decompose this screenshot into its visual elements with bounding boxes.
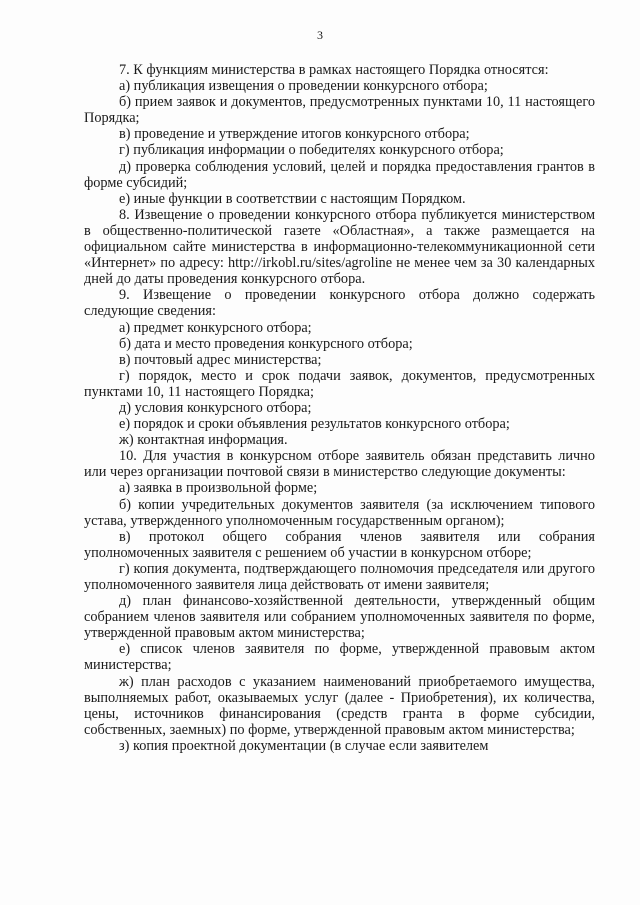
paragraph-10: 10. Для участия в конкурсном отборе заявитель обязан представить лично или через организации почтовой связи в министерство следующие документы: — [84, 448, 595, 481]
paragraph-10v: в) протокол общего собрания членов заявителя или собрания уполномоченных заявителя с решением об участии в конкурсном отборе; — [84, 528, 595, 561]
paragraph-7d: д) проверка соблюдения условий, целей и порядка предоставления грантов в форме субсидий; — [84, 158, 595, 191]
paragraph-10z: з) копия проектной документации (в случае если заявителем — [119, 737, 489, 754]
paragraph-10zh: ж) план расходов с указанием наименований приобретаемого имущества, выполняемых работ, оказываемых услуг (далее - Приобретения), их количества, цены, источников финансирования (средств гранта в форме субсидии, собственных, заемных) по форме, утвержденной правовым актом министерства; — [84, 673, 595, 738]
paragraph-9e: е) порядок и сроки объявления результатов конкурсного отбора; — [119, 416, 510, 433]
document-body — [84, 62, 595, 754]
paragraph-9d: д) условия конкурсного отбора; — [119, 399, 312, 416]
paragraph-8: 8. Извещение о проведении конкурсного отбора публикуется министерством в общественно-политической газете «Областная», а также размещается на официальном сайте министерства в информационно-телекоммуникационной сети «Интернет» по адресу: http://irkobl.ru/sites/agroline не менее чем за 30 календарных дней до даты проведения конкурсного отбора. — [84, 206, 595, 288]
paragraph-9: 9. Извещение о проведении конкурсного отбора должно содержать следующие сведения: — [84, 287, 595, 320]
paragraph-9g: г) порядок, место и срок подачи заявок, документов, предусмотренных пунктами 10, 11 настоящего Порядка; — [84, 367, 595, 400]
paragraph-10a: а) заявка в произвольной форме; — [119, 480, 318, 497]
page-number: 3 — [317, 28, 323, 42]
paragraph-10d: д) план финансово-хозяйственной деятельности, утвержденный общим собранием членов заявителя или собранием уполномоченных заявителя по форме, утвержденной правовым актом министерства; — [84, 593, 595, 642]
paragraph-7a: а) публикация извещения о проведении конкурсного отбора; — [119, 78, 488, 95]
paragraph-9zh: ж) контактная информация. — [119, 432, 288, 449]
paragraph-9b: б) дата и место проведения конкурсного отбора; — [119, 335, 413, 352]
paragraph-10b: б) копии учредительных документов заявителя (за исключением типового устава, утвержденного уполномоченным государственным органом); — [84, 496, 595, 529]
paragraph-10g: г) копия документа, подтверждающего полномочия председателя или другого уполномоченного заявителя лица действовать от имени заявителя; — [84, 560, 595, 593]
paragraph-7b: б) прием заявок и документов, предусмотренных пунктами 10, 11 настоящего Порядка; — [84, 94, 595, 127]
paragraph-7v: в) проведение и утверждение итогов конкурсного отбора; — [119, 126, 470, 143]
paragraph-9v: в) почтовый адрес министерства; — [119, 351, 322, 368]
paragraph-7: 7. К функциям министерства в рамках настоящего Порядка относятся: — [119, 62, 549, 78]
paragraph-7e: е) иные функции в соответствии с настоящим Порядком. — [119, 190, 466, 207]
paragraph-10e: е) список членов заявителя по форме, утвержденной правовым актом министерства; — [84, 641, 595, 674]
paragraph-7g: г) публикация информации о победителях конкурсного отбора; — [119, 142, 504, 159]
paragraph-9a: а) предмет конкурсного отбора; — [119, 319, 312, 336]
